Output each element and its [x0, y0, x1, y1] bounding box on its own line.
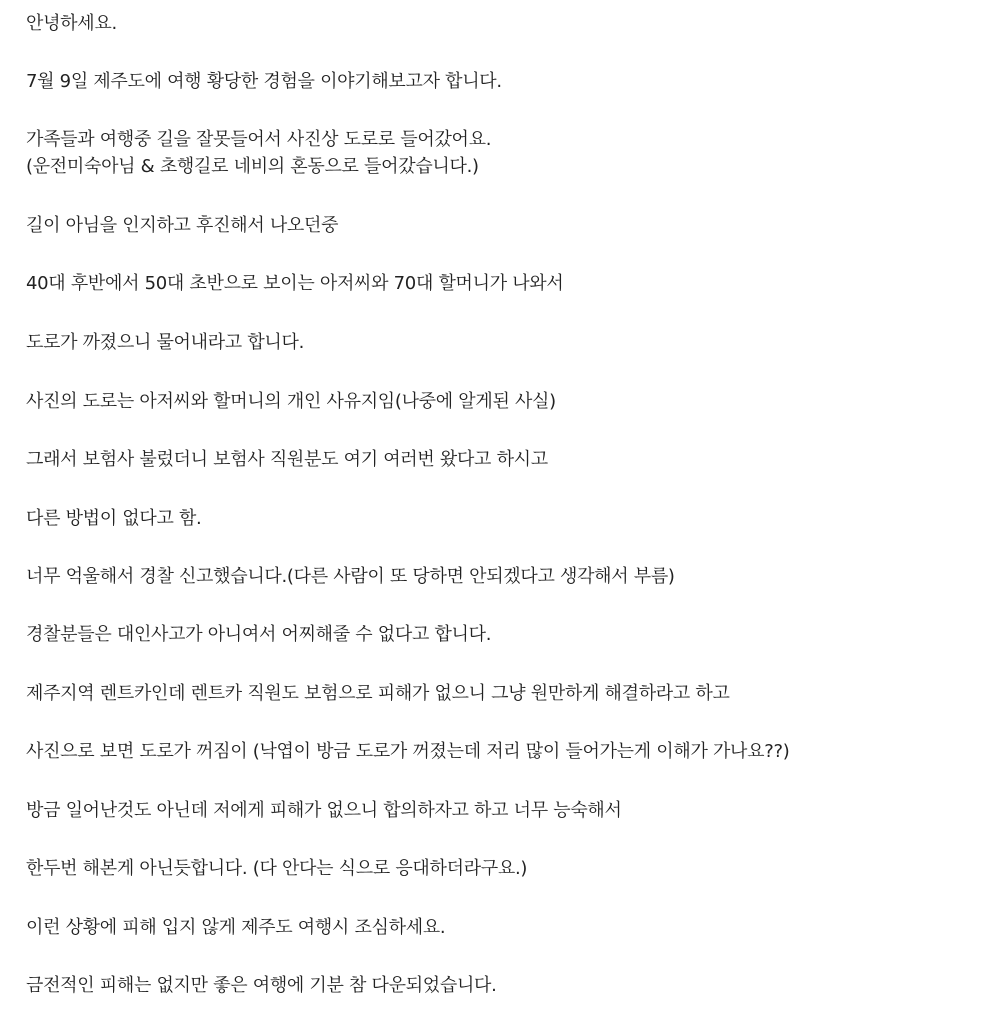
text-line: (운전미숙아님 & 초행길로 네비의 혼동으로 들어갔습니다.) — [26, 156, 479, 177]
text-line: 이런 상황에 피해 입지 않게 제주도 여행시 조심하세요. — [26, 917, 446, 938]
text-line: 길이 아님을 인지하고 후진해서 나오던중 — [26, 215, 339, 236]
text-line: 금전적인 피해는 없지만 좋은 여행에 기분 참 다운되었습니다. — [26, 975, 497, 996]
text-line: 사진의 도로는 아저씨와 할머니의 개인 사유지임(나중에 알게된 사실) — [26, 391, 556, 412]
text-line: 그래서 보험사 불렀더니 보험사 직원분도 여기 여러번 왔다고 하시고 — [26, 449, 548, 470]
text-line: 제주지역 렌트카인데 렌트카 직원도 보험으로 피해가 없으니 그냥 원만하게 해결하라고 하고 — [26, 683, 730, 704]
text-line: 다른 방법이 없다고 함. — [26, 508, 202, 529]
text-line: 도로가 까졌으니 물어내라고 합니다. — [26, 332, 305, 353]
text-line: 너무 억울해서 경찰 신고했습니다.(다른 사람이 또 당하면 안되겠다고 생각해서 부름) — [26, 566, 675, 587]
text-line: 경찰분들은 대인사고가 아니여서 어찌해줄 수 없다고 합니다. — [26, 624, 492, 645]
text-line: 7월 9일 제주도에 여행 황당한 경험을 이야기해보고자 합니다. — [26, 71, 502, 92]
text-line: 한두번 해본게 아닌듯합니다. (다 안다는 식으로 응대하더라구요.) — [26, 858, 528, 879]
text-line-greeting: 안녕하세요. — [26, 13, 117, 34]
text-line: 가족들과 여행중 길을 잘못들어서 사진상 도로로 들어갔어요. — [26, 129, 492, 150]
text-line: 방금 일어난것도 아닌데 저에게 피해가 없으니 합의하자고 하고 너무 능숙해서 — [26, 800, 622, 821]
text-line: 40대 후반에서 50대 초반으로 보이는 아저씨와 70대 할머니가 나와서 — [26, 273, 564, 294]
text-line: 사진으로 보면 도로가 꺼짐이 (낙엽이 방금 도로가 꺼졌는데 저리 많이 들어가는게 이해가 가나요??) — [26, 741, 790, 762]
